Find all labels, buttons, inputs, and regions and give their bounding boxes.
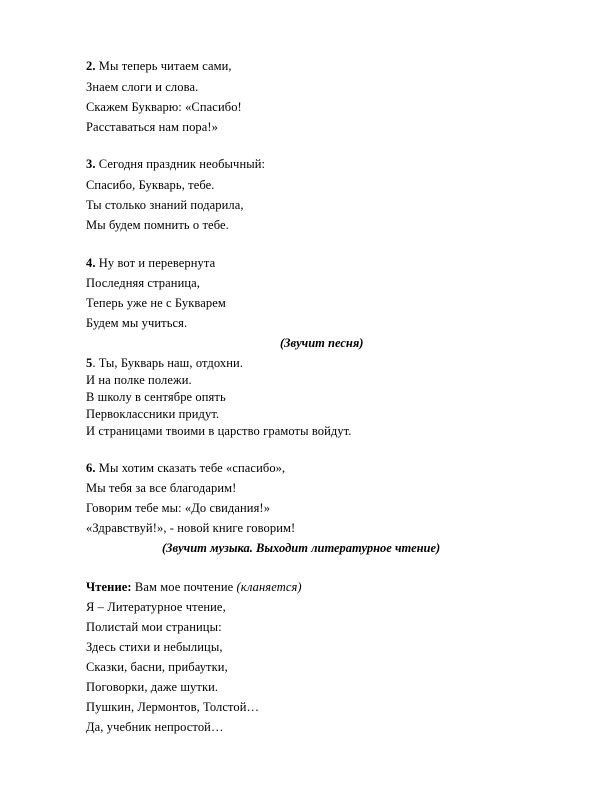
reading-line-4: Здесь стихи и небылицы, [86, 640, 223, 654]
reading-line-2: Я – Литературное чтение, [86, 600, 226, 614]
verse-4-line-3: Теперь уже не с Букварем [86, 296, 226, 310]
verse-3-line-3: Ты столько знаний подарила, [86, 198, 244, 212]
verse-5-line-3: В школу в сентябре опять [86, 390, 226, 404]
verse-3-text: Сегодня праздник необычный: [95, 157, 266, 171]
reading-line-8: Да, учебник непростой… [86, 720, 224, 734]
verse-6-number: 6. [86, 461, 96, 475]
reading-bow-direction: (кланяется) [236, 580, 302, 594]
verse-5-line-2: И на полке полежи. [86, 373, 192, 387]
verse-6-line-3: Говорим тебе мы: «До свидания!» [86, 501, 271, 515]
verse-2-number: 2. [86, 59, 96, 73]
verse-3-line-1 [86, 157, 265, 172]
verse-3-line-4: Мы будем помнить о тебе. [86, 218, 229, 232]
verse-4-line-2: Последняя страница, [86, 276, 201, 290]
verse-2-line-4: Расставаться нам пора!» [86, 120, 219, 134]
verse-6-line-4: «Здравствуй!», - новой книге говорим! [86, 521, 296, 535]
reading-line-5: Сказки, басни, прибаутки, [86, 660, 228, 674]
verse-2-line-1 [86, 59, 232, 74]
verse-3-line-2: Спасибо, Букварь, тебе. [86, 178, 215, 192]
verse-6-line-2: Мы тебя за все благодарим! [86, 481, 237, 495]
verse-5-line-1 [86, 356, 243, 371]
reading-first-line: Вам мое почтение [131, 580, 237, 594]
verse-4-line-1 [86, 256, 215, 271]
verse-6-text: Мы хотим сказать тебе «спасибо», [95, 461, 286, 475]
stage-direction-song: (Звучит песня) [280, 336, 364, 350]
verse-5-line-5: И страницами твоими в царство грамоты войдут. [86, 424, 352, 438]
verse-3-number: 3. [86, 157, 96, 171]
reading-speaker: Чтение: [86, 580, 132, 594]
reading-line-7: Пушкин, Лермонтов, Толстой… [86, 700, 260, 714]
verse-2-line-3: Скажем Букварю: «Спасибо! [86, 100, 242, 114]
verse-5-text: . Ты, Букварь наш, отдохни. [92, 356, 244, 370]
verse-6-line-1 [86, 461, 285, 476]
reading-line-1 [86, 580, 302, 595]
verse-4-line-4: Будем мы учиться. [86, 316, 188, 330]
verse-4-text: Ну вот и перевернута [95, 256, 216, 270]
verse-2-text: Мы теперь читаем сами, [95, 59, 232, 73]
verse-5-number: 5 [86, 356, 93, 370]
verse-5-line-4: Первоклассники придут. [86, 407, 220, 421]
reading-line-3: Полистай мои страницы: [86, 620, 222, 634]
reading-line-6: Поговорки, даже шутки. [86, 680, 219, 694]
verse-4-number: 4. [86, 256, 96, 270]
verse-2-line-2: Знаем слоги и слова. [86, 80, 199, 94]
stage-direction-music: (Звучит музыка. Выходит литературное чтение) [162, 541, 441, 555]
